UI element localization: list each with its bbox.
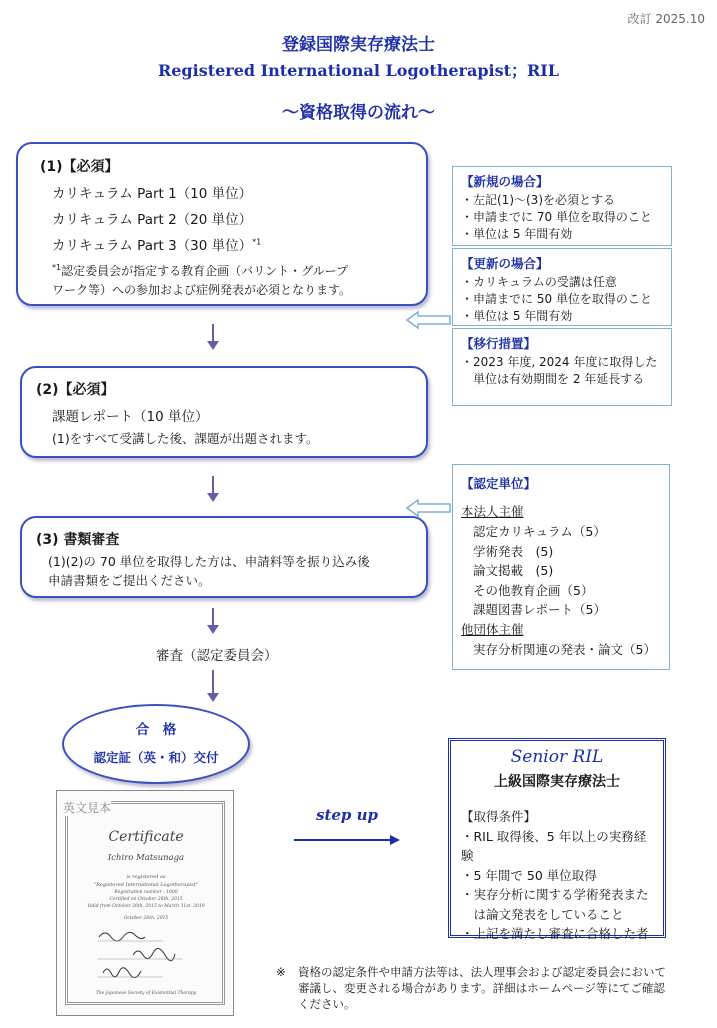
senior-condition-item: は論文発表をしていること (461, 906, 624, 922)
footer-note (276, 964, 706, 1012)
certificate-registered: is registered as (126, 874, 166, 880)
step1-note-line1 (52, 258, 422, 281)
unit-item: 学術発表 (5) (473, 543, 554, 559)
side-new-box (452, 166, 672, 246)
footer-line: 審議し、変更される場合があります。詳細はホームページ等にてご確認 (298, 981, 665, 995)
footnote-mark: *1 (252, 237, 262, 247)
pass-oval (62, 704, 250, 784)
unit-item: その他教育企画（5） (473, 582, 594, 598)
certificate-ril: "Registered International Logotherapist" (93, 882, 199, 888)
side-new-heading: 【新規の場合】 (461, 174, 549, 189)
side-transition-item: 単位は有効期間を 2 年延長する (461, 372, 645, 386)
certificate-holder: Ichiro Matsunaga (107, 853, 185, 863)
step1-part2: カリキュラム Part 2（20 単位） (52, 212, 253, 228)
step1-note-text1: 認定委員会が指定する教育企画（バリント・グループ (61, 264, 349, 278)
certificate-title: Certificate (108, 829, 184, 845)
senior-condition-item: ・5 年間で 50 単位取得 (461, 867, 597, 883)
side-renew-item: ・カリキュラムの受講は任意 (461, 275, 617, 289)
certificate-org: The Japanese Society of Existential Therapy (95, 991, 197, 996)
side-units-box (452, 464, 670, 670)
step3-note-line2: 申請書類をご提出ください。 (48, 573, 211, 588)
step1-part3-text: カリキュラム Part 3（30 単位） (52, 238, 253, 254)
step2-box (20, 366, 428, 458)
unit-item: 論文掲載 (5) (473, 563, 554, 578)
hollow-arrow-left-icon (406, 498, 452, 518)
senior-title-en: Senior RIL (510, 747, 604, 767)
pass-label: 合 格 (135, 722, 177, 738)
step3-box (20, 516, 428, 598)
page-subtitle: 〜資格取得の流れ〜 (282, 103, 435, 123)
footer-line: 資格の認定条件や申請方法等は、法人理事会および認定委員会において (298, 965, 666, 979)
side-transition-heading: 【移行措置】 (461, 336, 537, 351)
step1-heading: (1)【必須】 (40, 159, 119, 175)
flow-arrow-4 (212, 670, 214, 694)
senior-conditions-heading: 【取得条件】 (461, 809, 537, 824)
step1-part3 (52, 234, 261, 254)
page-title-jp: 登録国際実存療法士 (282, 35, 435, 55)
side-transition-box (452, 328, 672, 406)
step-up-arrow-icon (292, 832, 402, 848)
pass-certificate-label: 認定証（英・和）交付 (93, 750, 219, 765)
footer-mark: ※ (276, 965, 286, 979)
side-new-item: ・申請までに 70 単位を取得のこと (461, 210, 652, 224)
footer-line: ください。 (298, 997, 356, 1011)
side-new-item: ・単位は 5 年間有効 (461, 227, 573, 241)
step1-note-mark: *1 (52, 263, 62, 272)
step3-heading: (3) 書類審査 (36, 532, 120, 548)
side-renew-heading: 【更新の場合】 (461, 256, 549, 271)
step1-part1: カリキュラム Part 1（10 単位） (52, 186, 253, 202)
senior-conditions (461, 807, 661, 944)
step3-note-line1: (1)(2)の 70 単位を取得した方は、申請料等を振り込み後 (48, 554, 370, 569)
step3-note (48, 552, 370, 590)
side-transition-item: ・2023 年度, 2024 年度に取得した (461, 355, 658, 369)
unit-item: 認定カリキュラム（5） (473, 524, 606, 539)
side-renew-box (452, 248, 672, 326)
certificate-certified: Certified on October 26th, 2015 (109, 897, 183, 902)
step2-note: (1)をすべて受講した後、課題が出題されます。 (52, 431, 319, 446)
revision-date: 改訂 2025.10 (627, 12, 705, 26)
step1-box (16, 142, 428, 306)
side-new-item: ・左記(1)〜(3)を必須とする (461, 193, 615, 207)
unit-item: 課題図書レポート（5） (473, 602, 606, 617)
units-group-other-list (461, 640, 661, 660)
step1-note (52, 258, 422, 300)
unit-item: 実存分析関連の発表・論文（5） (473, 641, 656, 657)
certificate-valid: Valid from October 26th, 2015 to March 31st, 2019 (87, 904, 205, 909)
side-renew-item: ・申請までに 50 単位を取得のこと (461, 292, 652, 306)
step2-report: 課題レポート（10 単位） (52, 409, 209, 425)
senior-condition-item: ・実存分析に関する学術発表また (461, 887, 649, 902)
page-title-en: Registered International Logotherapist；RIL (157, 61, 560, 80)
review-label: 審査（認定委員会） (156, 648, 278, 664)
senior-ril-box (448, 738, 666, 941)
certificate-signatures (93, 925, 203, 987)
step1-note-line2: ワーク等）への参加および症例発表が必須となります。 (52, 283, 352, 297)
footer-text (276, 964, 706, 1012)
flow-arrow-2 (212, 476, 214, 494)
hollow-arrow-left-icon (406, 310, 452, 330)
flow-arrow-3 (212, 608, 214, 626)
flow-arrow-1 (212, 324, 214, 342)
side-units-heading: 【認定単位】 (461, 476, 537, 491)
side-renew-item: ・単位は 5 年間有効 (461, 309, 573, 323)
units-group-other: 他団体主催 (461, 621, 524, 637)
units-group-host-list (461, 522, 661, 620)
senior-title-jp: 上級国際実存療法士 (494, 774, 620, 790)
step2-heading: (2)【必須】 (36, 382, 115, 398)
certificate-reg-no: Registration number : 1000 (114, 890, 178, 895)
certificate-date: October 26th, 2015 (123, 916, 169, 921)
certificate-sample-label: 英文見本 (63, 801, 112, 815)
senior-condition-item: ・RIL 取得後、5 年以上の実務経 (461, 828, 647, 844)
senior-condition-item: 験 (461, 848, 474, 863)
senior-condition-item: ・上記を満たし審査に合格した者 (461, 926, 649, 941)
step-up-label: step up (316, 806, 379, 824)
units-group-host: 本法人主催 (461, 504, 524, 519)
certificate-sample (56, 790, 234, 1016)
